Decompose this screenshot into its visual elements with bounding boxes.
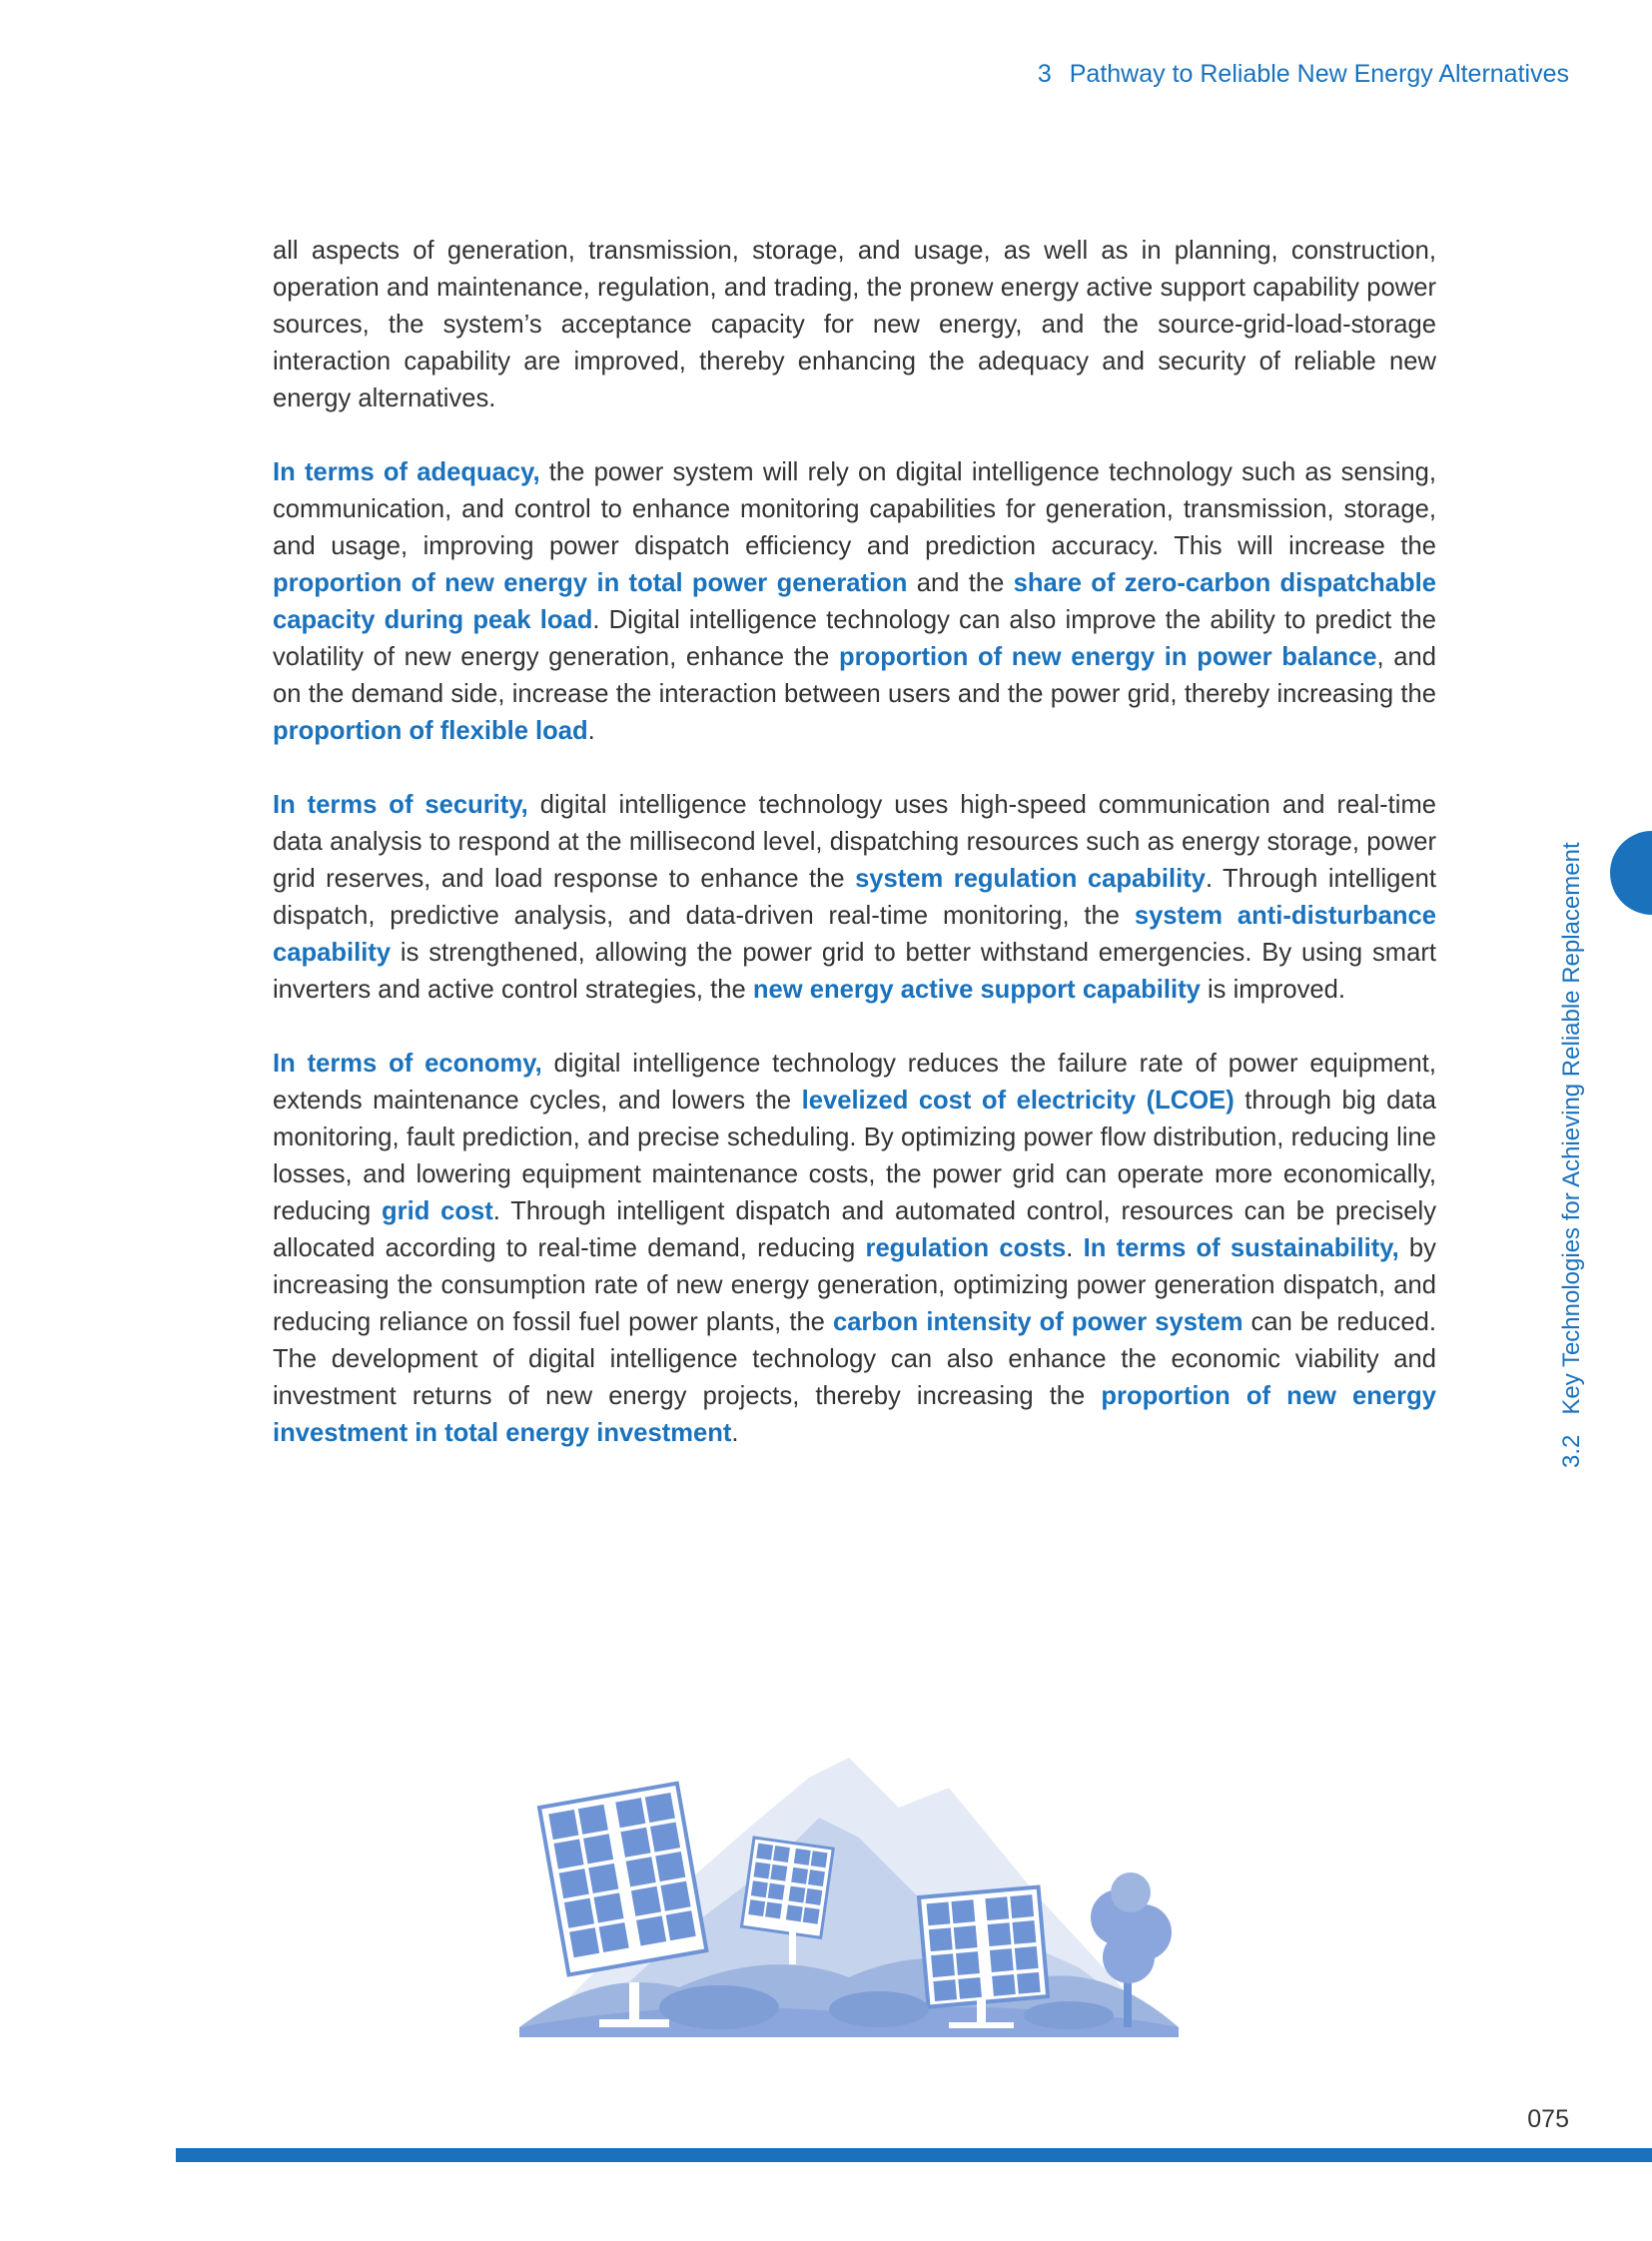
solar-panel-left — [539, 1784, 706, 1975]
highlight-term: proportion of new energy investment in total energy investment — [273, 1382, 1436, 1447]
bush — [659, 1985, 779, 2029]
panel-base-left — [599, 2019, 669, 2027]
highlight-term: system regulation capability — [855, 865, 1206, 893]
panel-post-left — [629, 1982, 639, 2022]
lead-adequacy: In terms of adequacy, — [273, 458, 540, 486]
paragraph-text: all aspects of generation, transmission, storage, and usage, as well as in planning, construction, operation and maintenance, regulation, and trading, the pronew energy active support capability power sources, the system’s acceptance capacity for new energy, and the source-grid-load-storage interaction capability are improved, thereby enhancing the adequacy and security of reliable new energy alternatives. — [273, 237, 1436, 412]
lead-economy: In terms of economy, — [273, 1050, 542, 1078]
text-run: digital intelligence technology uses high-speed communication and real-time data analysis to respond at the millisecond level, dispatching resources such as energy storage, power grid reserves, and load response to enhance the — [273, 791, 1437, 893]
bush — [829, 1991, 929, 2027]
page-number: 075 — [1527, 2105, 1569, 2133]
lead-security: In terms of security, — [273, 791, 528, 819]
section-tab-marker — [1610, 831, 1652, 915]
text-run: , and on the demand side, increase the interaction between users and the power grid, thereby increasing the — [273, 643, 1436, 708]
text-run: through big data monitoring, fault prediction, and precise scheduling. By optimizing power flow distribution, reducing line losses, and lowering equipment maintenance costs, the power grid can operate more economically, reducing — [273, 1087, 1436, 1225]
text-run: . — [731, 1419, 739, 1447]
panel-post-middle — [789, 1929, 796, 1964]
paragraph-economy — [273, 1046, 1436, 1452]
highlight-term: share of zero-carbon dispatchable capacity during peak load — [273, 569, 1436, 634]
text-run: digital intelligence technology reduces the failure rate of power equipment, extends maintenance cycles, and lowers the — [273, 1050, 1436, 1115]
solar-panel-middle — [741, 1838, 833, 1937]
text-run: . Digital intelligence technology can also improve the ability to predict the volatility of new energy generation, enhance the — [273, 606, 1436, 671]
solar-panel-right — [919, 1887, 1048, 2007]
highlight-term: system anti-disturbance capability — [273, 902, 1436, 967]
running-header — [1038, 60, 1569, 89]
text-run: can be reduced. The development of digital intelligence technology can also enhance the economic viability and investment returns of new energy projects, thereby increasing the — [273, 1308, 1436, 1410]
highlight-term: regulation costs — [865, 1234, 1067, 1262]
paragraph-security — [273, 787, 1436, 1009]
chapter-number: 3 — [1037, 60, 1052, 88]
highlight-term: new energy active support capability — [752, 976, 1201, 1004]
paragraph-adequacy — [273, 454, 1436, 750]
body-text — [273, 233, 1436, 1489]
bush — [1024, 2001, 1114, 2029]
text-run: . Through intelligent dispatch, predictive analysis, and data-driven real-time monitoring, the — [273, 865, 1436, 930]
section-number: 3.2 — [1558, 1434, 1585, 1468]
text-run: is strengthened, allowing the power grid to better withstand emergencies. By using smart inverters and active control strategies, the — [273, 939, 1436, 1004]
highlight-term: grid cost — [382, 1197, 493, 1225]
chapter-title: Pathway to Reliable New Energy Alternatives — [1069, 60, 1569, 88]
text-run: . — [587, 717, 595, 745]
highlight-term: proportion of new energy in total power generation — [273, 569, 908, 597]
section-side-label — [1558, 842, 1586, 1468]
highlight-term: levelized cost of electricity (LCOE) — [801, 1087, 1235, 1115]
text-run: by increasing the consumption rate of new energy generation, optimizing power generation dispatch, and reducing reliance on fossil fuel power plants, the — [273, 1234, 1436, 1336]
lead-sustainability: In terms of sustainability, — [1083, 1234, 1399, 1262]
solar-panels-landscape-illustration — [519, 1698, 1179, 2037]
panel-base-right — [949, 2022, 1014, 2028]
footer-bar — [176, 2148, 1652, 2162]
highlight-term: proportion of flexible load — [273, 717, 588, 745]
text-run: . — [1066, 1234, 1084, 1262]
highlight-term: carbon intensity of power system — [832, 1308, 1243, 1336]
paragraph-intro — [273, 233, 1436, 417]
text-run: and the — [907, 569, 1014, 597]
text-run: the power system will rely on digital intelligence technology such as sensing, communication, and control to enhance monitoring capabilities for generation, transmission, storage, and usage, improving power dispatch efficiency and prediction accuracy. This will increase the — [273, 458, 1437, 560]
highlight-term: proportion of new energy in power balance — [838, 643, 1377, 671]
text-run: . Through intelligent dispatch and automated control, resources can be precisely allocated according to real-time demand, reducing — [273, 1197, 1437, 1262]
section-title: Key Technologies for Achieving Reliable Replacement — [1558, 842, 1585, 1415]
text-run: is improved. — [1200, 976, 1345, 1004]
